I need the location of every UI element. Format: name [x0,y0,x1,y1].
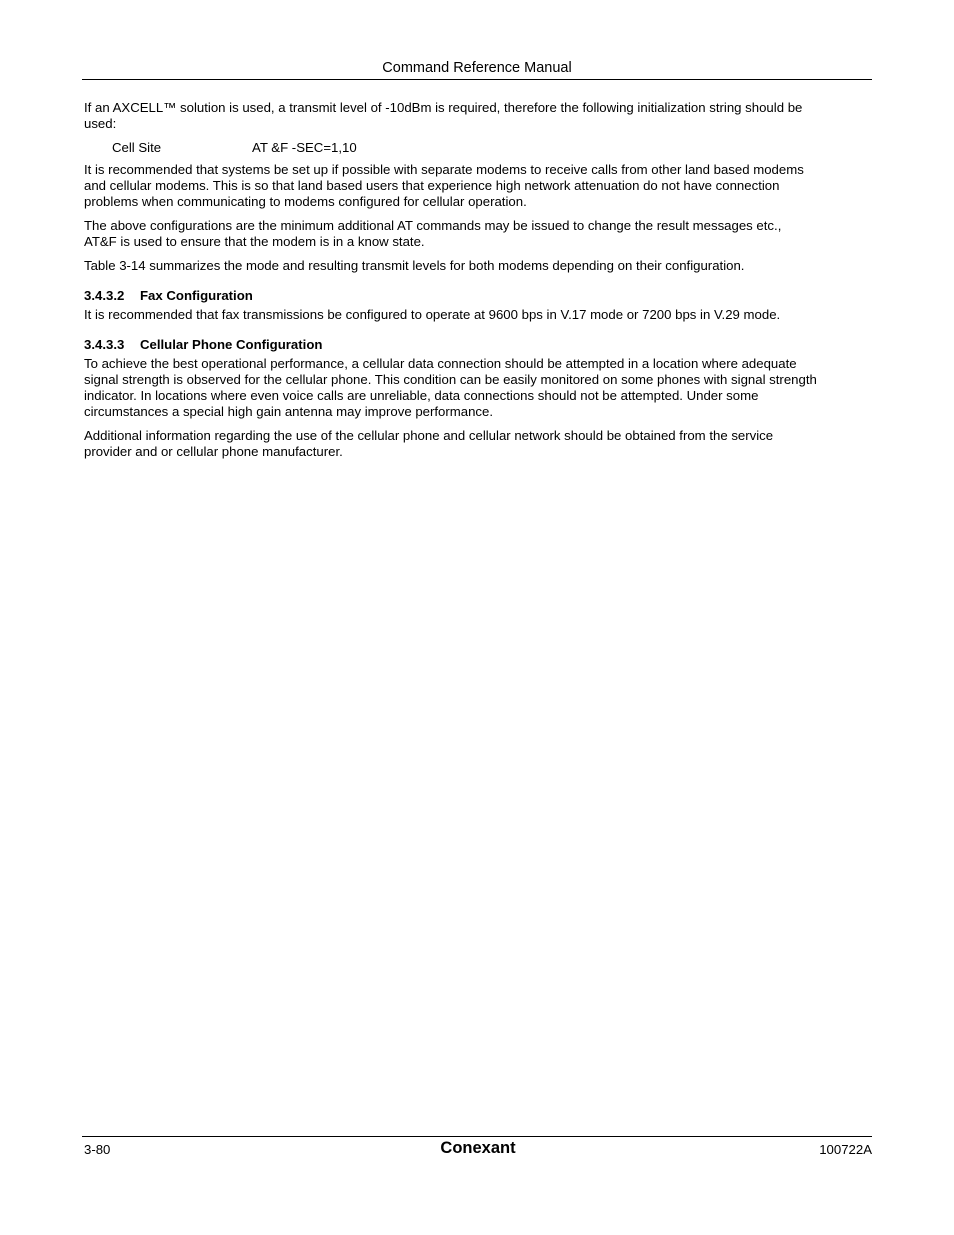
section-number: 3.4.3.2 [84,288,125,303]
paragraph-table-reference: Table 3-14 summarizes the mode and resulting transmit levels for both modems depending on their configuration. [84,258,745,273]
section-number: 3.4.3.3 [84,337,125,352]
document-number: 100722A [819,1142,872,1157]
text-line: Additional information regarding the use of the cellular phone and cellular network should be obtained from the service [84,428,774,443]
init-string-row [112,140,874,156]
page-number: 3-80 [84,1142,111,1157]
text-line: To achieve the best operational performance, a cellular data connection should be attempted in a location where adequate [84,356,797,371]
init-string-label: Cell Site [112,140,162,155]
section-title: Cellular Phone Configuration [140,337,323,352]
text-line: and cellular modems. This is so that land based users that experience high network attenuation do not have connection [84,178,780,193]
text-line: indicator. In locations where even voice calls are unreliable, data connections should not be attempted. Under some [84,388,759,403]
text-line: problems when communicating to modems configured for cellular operation. [84,194,527,209]
page-footer [84,1139,872,1163]
text-line: The above configurations are the minimum additional AT commands may be issued to change the result messages etc., [84,218,782,233]
text-line: used: [84,116,117,131]
header-rule [82,79,872,80]
paragraph-separate-modems [84,162,874,210]
text-line: It is recommended that systems be set up if possible with separate modems to receive calls from other land based modems [84,162,804,177]
section-heading-cellular-phone [84,337,874,353]
paragraph-axcell [84,100,874,132]
paragraph-additional-info [84,428,874,460]
section-title: Fax Configuration [140,288,253,303]
paragraph-minimum-commands [84,218,874,250]
footer-rule [82,1136,872,1137]
section-heading-fax [84,288,874,304]
text-line: AT&F is used to ensure that the modem is in a know state. [84,234,425,249]
paragraph-cellular-performance [84,356,874,420]
text-line: provider and or cellular phone manufacturer. [84,444,343,459]
footer-brand: Conexant [440,1139,516,1157]
page-header-title: Command Reference Manual [382,60,572,76]
init-string-command: AT &F -SEC=1,10 [252,140,357,155]
text-line: If an AXCELL™ solution is used, a transmit level of -10dBm is required, therefore the following initialization string should be [84,100,803,115]
text-line: circumstances a special high gain antenna may improve performance. [84,404,494,419]
text-line: signal strength is observed for the cellular phone. This condition can be easily monitored on some phones with signal strength [84,372,817,387]
page-content [84,100,874,468]
paragraph-fax: It is recommended that fax transmissions be configured to operate at 9600 bps in V.17 mode or 7200 bps in V.29 mode. [84,307,781,322]
